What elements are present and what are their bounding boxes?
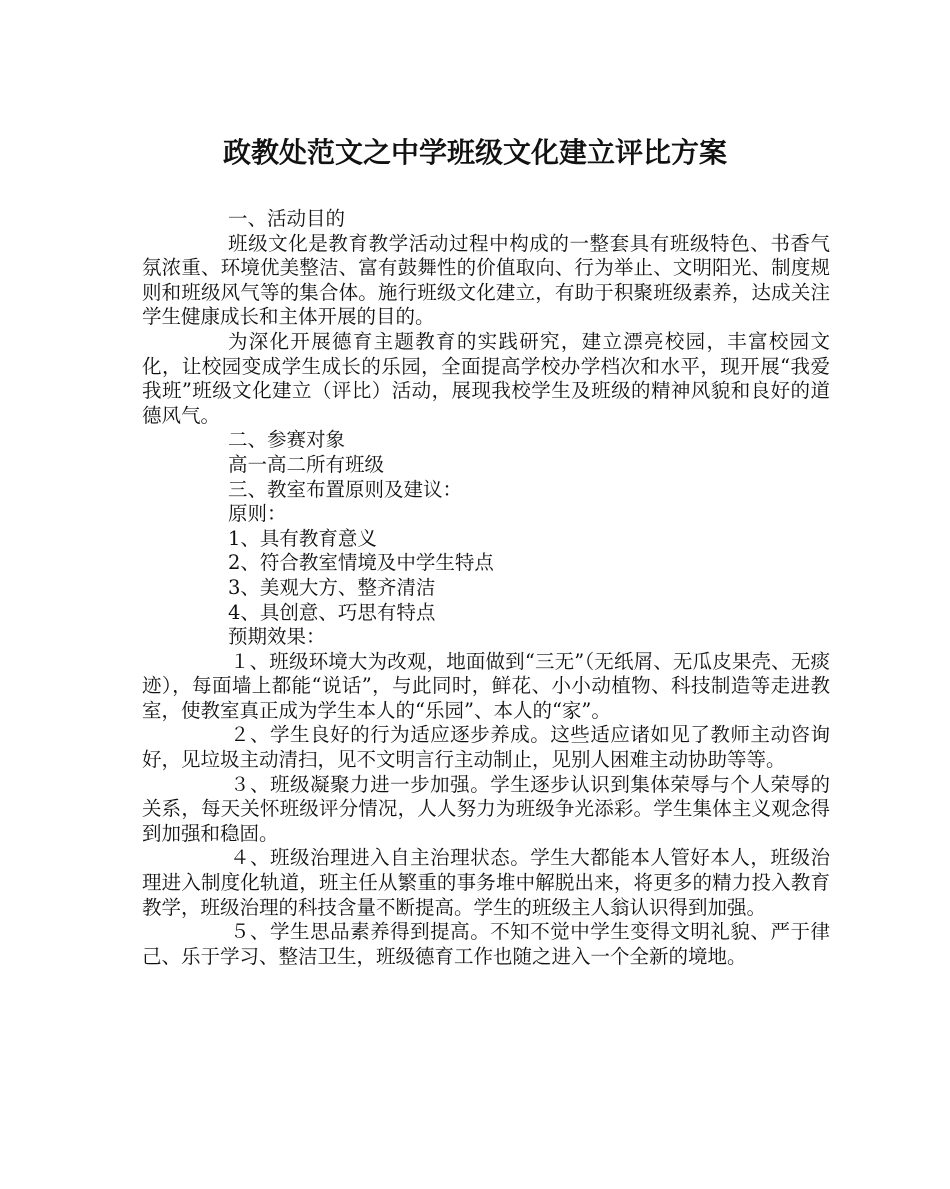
- principle-item: 2、符合教室情境及中学生特点: [228, 551, 494, 575]
- effect-item: ３、班级凝聚力进一步加强。学生逐步认识到集体荣辱与个人荣辱的关系，每天关怀班级评分情况，人人努力为班级争光添彩。学生集体主义观念得到加强和稳固。: [142, 772, 830, 845]
- effect-item: ４、班级治理进入自主治理状态。学生大都能本人管好本人，班级治理进入制度化轨道，班主任从繁重的事务堆中解脱出来，将更多的精力投入教育教学，班级治理的科技含量不断提高。学生的班级主人翁认识得到加强。: [142, 846, 830, 919]
- document-title: 政教处范文之中学班级文化建立评比方案: [222, 136, 727, 169]
- paragraph-activity-intro: 为深化开展德育主题教育的实践研究，建立漂亮校园，丰富校园文化，让校园变成学生成长的乐园，全面提高学校办学档次和水平，现开展“我爱我班”班级文化建立（评比）活动，展现我校学生及班级的精神风貌和良好的道德风气。: [142, 329, 830, 427]
- principle-item: 3、美观大方、整齐清洁: [228, 575, 436, 599]
- section-heading-purpose: 一、活动目的: [228, 207, 346, 230]
- principle-item: 1、具有教育意义: [228, 526, 377, 550]
- section-heading-principles: 三、教室布置原则及建议：: [228, 477, 463, 501]
- section-heading-participants: 二、参赛对象: [228, 428, 346, 452]
- effect-item: ５、学生思品素养得到提高。不知不觉中学生变得文明礼貌、严于律己、乐于学习、整洁卫生，班级德育工作也随之进入一个全新的境地。: [142, 920, 830, 968]
- document-body: [142, 207, 830, 969]
- participants-text: 高一高二所有班级: [228, 452, 385, 476]
- paragraph-class-culture-definition: 班级文化是教育教学活动过程中构成的一整套具有班级特色、书香气氛浓重、环境优美整洁、富有鼓舞性的价值取向、行为举止、文明阳光、制度规则和班级风气等的集合体。施行班级文化建立，有助于积聚班级素养，达成关注学生健康成长和主体开展的目的。: [142, 231, 830, 329]
- principles-label: 原则：: [228, 502, 287, 526]
- principle-item: 4、具创意、巧思有特点: [228, 600, 436, 624]
- effect-item: １、班级环境大为改观，地面做到“三无”（无纸屑、无瓜皮果壳、无痰迹），每面墙上都能“说话”，与此同时，鲜花、小小动植物、科技制造等走进教室，使教室真正成为学生本人的“乐园”、本人的“家”。: [142, 649, 830, 722]
- effects-label: 预期效果：: [228, 625, 326, 649]
- effect-item: ２、学生良好的行为适应逐步养成。这些适应诸如见了教师主动咨询好，见垃圾主动清扫，见不文明言行主动制止，见别人困难主动协助等等。: [142, 723, 830, 772]
